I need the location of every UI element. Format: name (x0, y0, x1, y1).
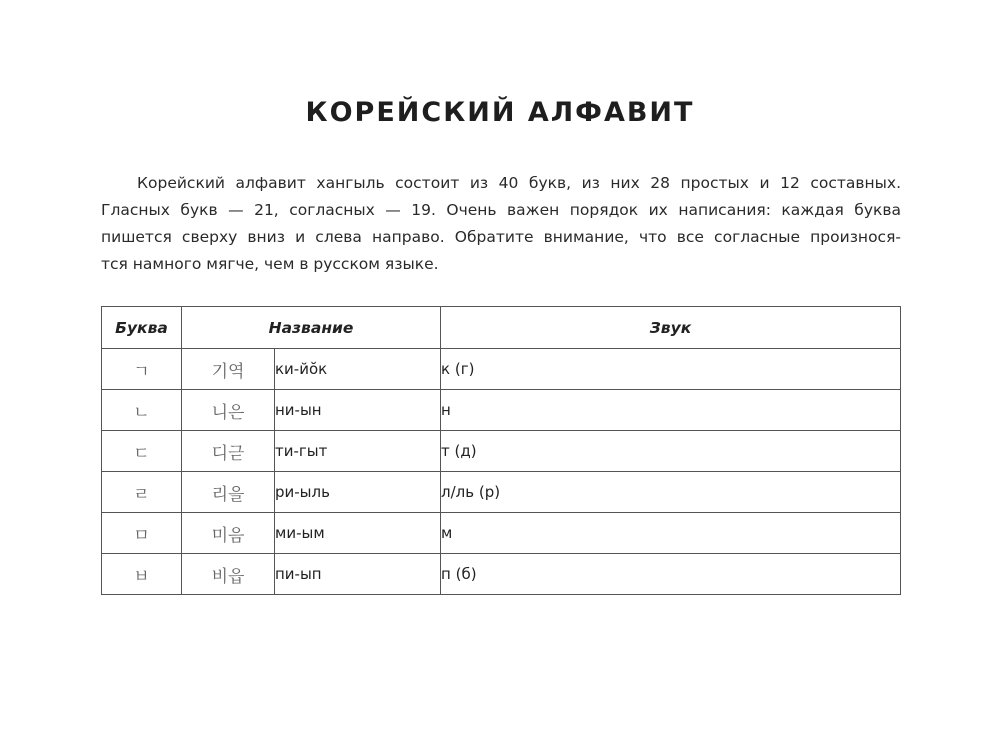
sound-cell: к (г) (441, 349, 901, 390)
intro-paragraph (101, 170, 901, 278)
header-name: Название (182, 307, 441, 349)
korean-name-cell: 리을 (182, 472, 275, 513)
sound-cell: н (441, 390, 901, 431)
transliteration-cell: ки-йŏк (275, 349, 441, 390)
letter-cell: ㄷ (102, 431, 182, 472)
sound-cell: м (441, 513, 901, 554)
korean-name-cell: 니은 (182, 390, 275, 431)
transliteration-cell: ти-гыт (275, 431, 441, 472)
transliteration-cell: ни-ын (275, 390, 441, 431)
table-row (102, 349, 901, 390)
korean-name-cell: 비읍 (182, 554, 275, 595)
transliteration-cell: пи-ып (275, 554, 441, 595)
sound-cell: т (д) (441, 431, 901, 472)
korean-name-cell: 기역 (182, 349, 275, 390)
sound-cell: п (б) (441, 554, 901, 595)
letter-cell: ㅁ (102, 513, 182, 554)
table-header-row (102, 307, 901, 349)
header-letter: Буква (102, 307, 182, 349)
intro-line: тся намного мягче, чем в русском языке. (101, 255, 439, 273)
alphabet-table (101, 306, 901, 595)
table-row (102, 431, 901, 472)
intro-line: Корейский алфавит хангыль состоит из 40 букв, из них 28 простых и 12 составных. (137, 174, 901, 192)
sound-cell: л/ль (р) (441, 472, 901, 513)
intro-line: пишется сверху вниз и слева направо. Обратите внимание, что все согласные произнося- (101, 228, 901, 246)
intro-line: Гласных букв — 21, согласных — 19. Очень важен порядок их написания: каждая буква (101, 201, 901, 219)
transliteration-cell: ри-ыль (275, 472, 441, 513)
korean-name-cell: 미음 (182, 513, 275, 554)
korean-name-cell: 디귿 (182, 431, 275, 472)
page-title: КОРЕЙСКИЙ АЛФАВИТ (305, 97, 695, 128)
letter-cell: ㄱ (102, 349, 182, 390)
header-sound: Звук (441, 307, 901, 349)
table-row (102, 472, 901, 513)
table-row (102, 513, 901, 554)
letter-cell: ㄹ (102, 472, 182, 513)
table-row (102, 390, 901, 431)
table-row (102, 554, 901, 595)
letter-cell: ㄴ (102, 390, 182, 431)
transliteration-cell: ми-ым (275, 513, 441, 554)
letter-cell: ㅂ (102, 554, 182, 595)
